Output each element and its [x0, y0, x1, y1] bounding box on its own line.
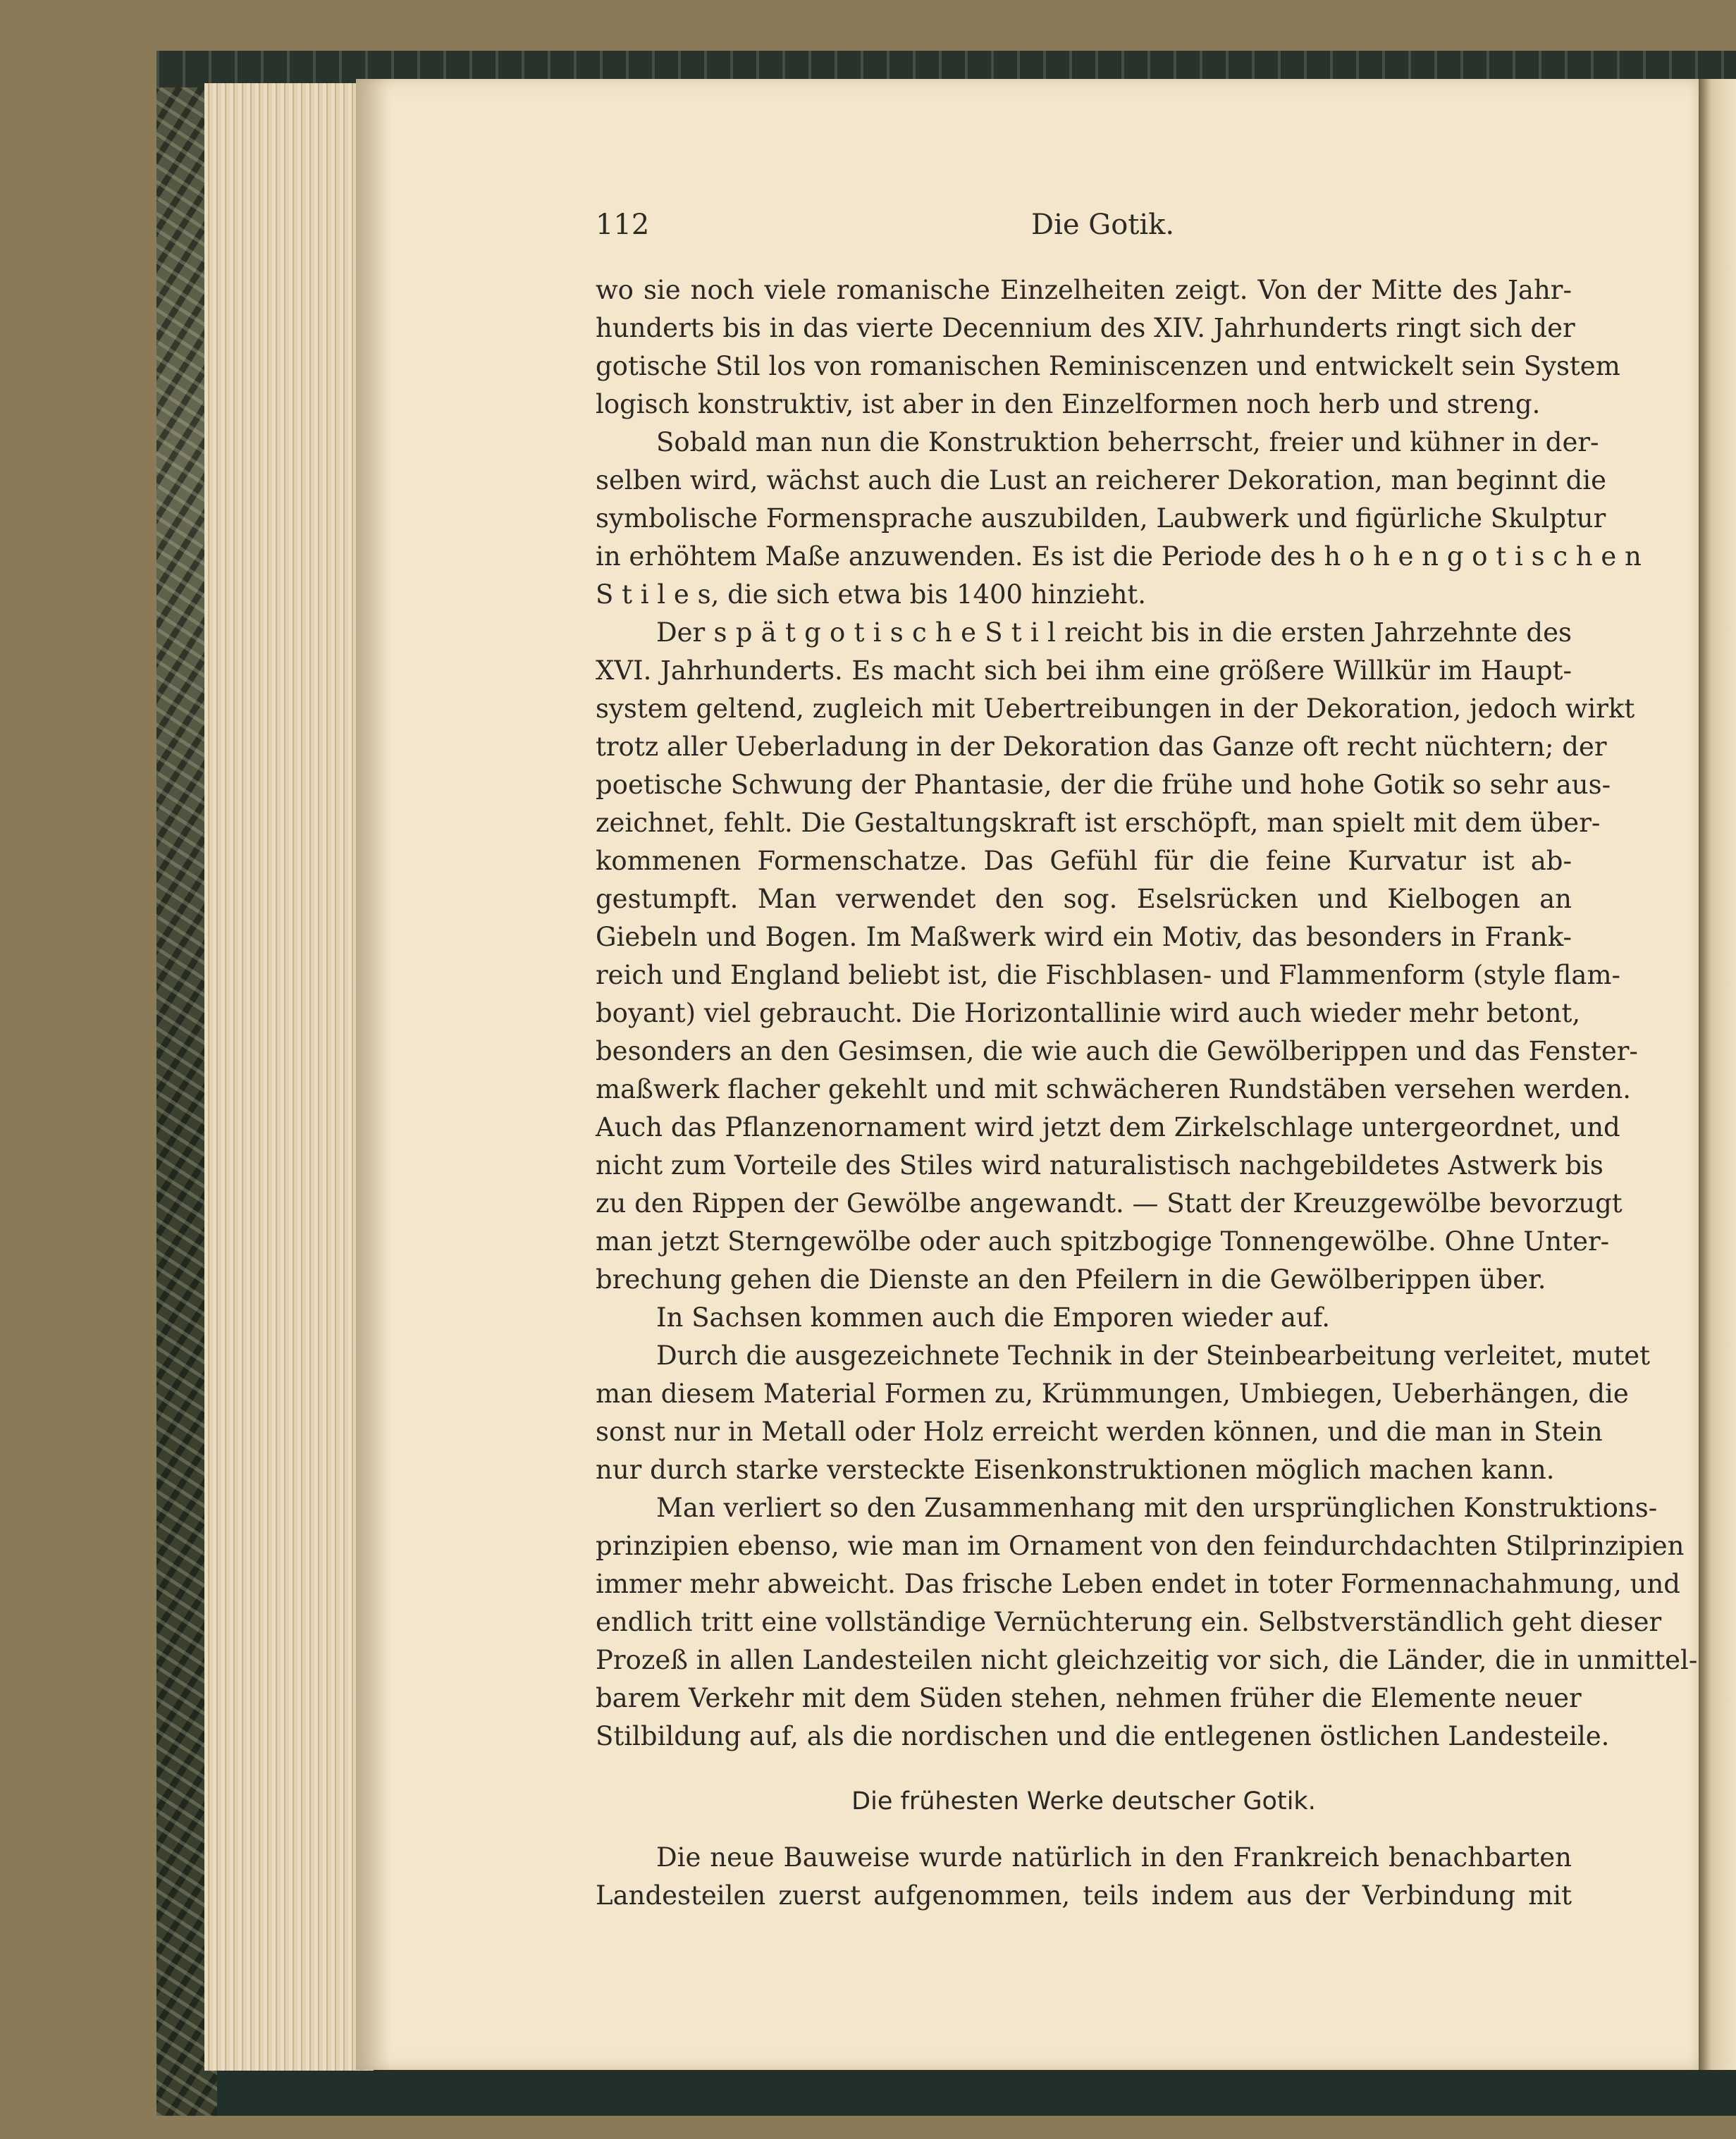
text-line: prinzipien ebenso, wie man im Ornament von den feindurchdachten Stilprinzipien [596, 1531, 1685, 1561]
running-title: Die Gotik. [1031, 209, 1175, 241]
text-line: kommenen Formenschatze. Das Gefühl für die feine Kurvatur ist ab- [596, 846, 1572, 876]
text-line: immer mehr abweicht. Das frische Leben endet in toter Formennachahmung, und [596, 1569, 1680, 1599]
text-line: Auch das Pflanzenornament wird jetzt dem Zirkelschlage untergeordnet, und [596, 1112, 1620, 1142]
text-line: brechung gehen die Dienste an den Pfeilern in die Gewölberippen über. [596, 1264, 1546, 1295]
text-line: reich und England beliebt ist, die Fischblasen- und Flammenform (style flam- [596, 960, 1621, 990]
text-line: nicht zum Vorteile des Stiles wird naturalistisch nachgebildetes Astwerk bis [596, 1150, 1603, 1181]
gutter-shadow [356, 79, 391, 2070]
text-line: symbolische Formensprache auszubilden, Laubwerk und figürliche Skulptur [596, 503, 1606, 534]
text-line: poetische Schwung der Phantasie, der die frühe und hohe Gotik so sehr aus- [596, 770, 1611, 800]
text-line: selben wird, wächst auch die Lust an reicherer Dekoration, man beginnt die [596, 465, 1607, 495]
text-line: S t i l e s, die sich etwa bis 1400 hinzieht. [596, 579, 1147, 610]
text-line: Man verliert so den Zusammenhang mit den ursprünglichen Konstruktions- [656, 1493, 1658, 1523]
text-line: zu den Rippen der Gewölbe angewandt. — Statt der Kreuzgewölbe bevorzugt [596, 1188, 1623, 1219]
section-heading: Die frühesten Werke deutscher Gotik. [851, 1787, 1316, 1816]
text-line: gotische Stil los von romanischen Reminiscenzen und entwickelt sein System [596, 351, 1620, 381]
text-line: Prozeß in allen Landesteilen nicht gleichzeitig vor sich, die Länder, die in unmittel- [596, 1645, 1698, 1675]
page-edges [204, 83, 374, 2071]
text-line: gestumpft. Man verwendet den sog. Eselsrücken und Kielbogen an [596, 884, 1572, 914]
text-line: barem Verkehr mit dem Süden stehen, nehmen früher die Elemente neuer [596, 1683, 1582, 1713]
text-line: in erhöhtem Maße anzuwenden. Es ist die Periode des h o h e n g o t i s c h e n [596, 541, 1642, 572]
page-number: 112 [596, 209, 650, 241]
text-line: logisch konstruktiv, ist aber in den Einzelformen noch herb und streng. [596, 389, 1541, 419]
text-line: boyant) viel gebraucht. Die Horizontallinie wird auch wieder mehr betont, [596, 998, 1581, 1028]
text-line: In Sachsen kommen auch die Emporen wieder auf. [656, 1302, 1331, 1333]
page-header [596, 209, 1175, 251]
text-line: XVI. Jahrhunderts. Es macht sich bei ihm eine größere Willkür im Haupt- [596, 655, 1572, 686]
text-line: nur durch starke versteckte Eisenkonstruktionen möglich machen kann. [596, 1455, 1555, 1485]
text-line: man diesem Material Formen zu, Krümmungen, Umbiegen, Ueberhängen, die [596, 1379, 1629, 1409]
body-text [596, 271, 1698, 1921]
text-line: endlich tritt eine vollständige Vernüchterung ein. Selbstverständlich geht dieser [596, 1607, 1662, 1637]
text-line: besonders an den Gesimsen, die wie auch die Gewölberippen und das Fenster- [596, 1036, 1638, 1066]
text-line: man jetzt Sterngewölbe oder auch spitzbogige Tonnengewölbe. Ohne Unter- [596, 1226, 1610, 1257]
text-line: Giebeln und Bogen. Im Maßwerk wird ein Motiv, das besonders in Frank- [596, 922, 1572, 952]
text-line: Die neue Bauweise wurde natürlich in den Frankreich benachbarten [656, 1842, 1572, 1873]
next-page-edge [1699, 79, 1736, 2070]
text-line: zeichnet, fehlt. Die Gestaltungskraft ist erschöpft, man spielt mit dem über- [596, 808, 1601, 838]
text-line: Der s p ä t g o t i s c h e S t i l reicht bis in die ersten Jahrzehnte des [656, 617, 1572, 648]
text-line: Sobald man nun die Konstruktion beherrscht, freier und kühner in der- [656, 427, 1599, 457]
text-line: Durch die ausgezeichnete Technik in der Steinbearbeitung verleitet, mutet [656, 1340, 1650, 1371]
text-line: Stilbildung auf, als die nordischen und die entlegenen östlichen Landesteile. [596, 1721, 1610, 1751]
text-line: system geltend, zugleich mit Uebertreibungen in der Dekoration, jedoch wirkt [596, 694, 1635, 724]
text-line: Landesteilen zuerst aufgenommen, teils indem aus der Verbindung mit [596, 1880, 1572, 1911]
text-line: hunderts bis in das vierte Decennium des XIV. Jahrhunderts ringt sich der [596, 313, 1575, 343]
text-line: sonst nur in Metall oder Holz erreicht werden können, und die man in Stein [596, 1417, 1603, 1447]
text-line: maßwerk flacher gekehlt und mit schwächeren Rundstäben versehen werden. [596, 1074, 1632, 1104]
text-line: trotz aller Ueberladung in der Dekoration das Ganze oft recht nüchtern; der [596, 732, 1607, 762]
text-line: wo sie noch viele romanische Einzelheiten zeigt. Von der Mitte des Jahr- [596, 275, 1572, 305]
